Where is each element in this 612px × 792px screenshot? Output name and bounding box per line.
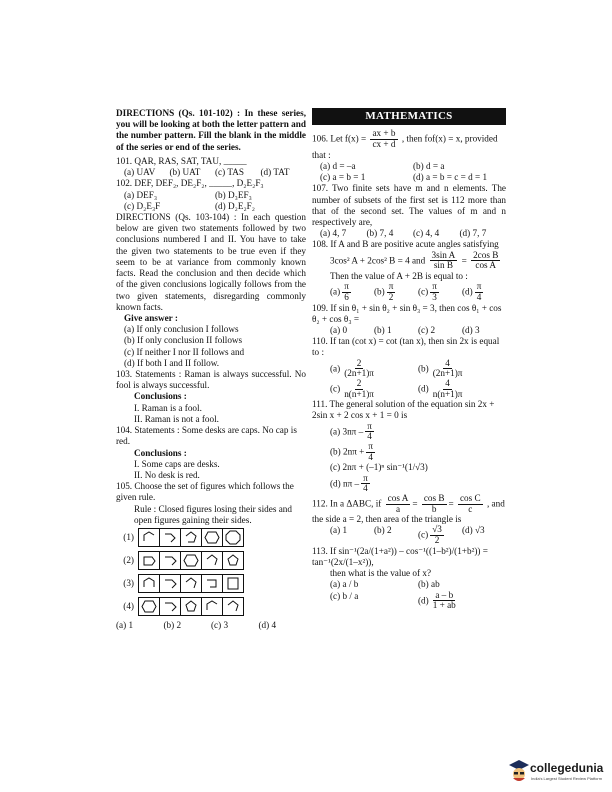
- directions-101-102: DIRECTIONS (Qs. 101-102) : In these series, you will be looking at both the letter pattern and the number pattern. Fill the blank in the middle of the series or end of the series.: [116, 108, 306, 152]
- q113-option-a: (a) a / b: [330, 579, 359, 590]
- q111-d-label: (d) nπ –: [330, 477, 360, 488]
- q110-options-cd: [312, 379, 506, 399]
- q105-option-b: (b) 2: [163, 620, 182, 631]
- q112-option-a: (a) 1: [330, 525, 348, 536]
- q108-a-num: π: [344, 281, 349, 292]
- q111-d-den: 4: [363, 483, 368, 494]
- q112-c-frac: [430, 525, 444, 545]
- q111-a-num: π: [367, 420, 372, 431]
- q113-option-c: (c) b / a: [330, 590, 359, 601]
- q113-text: 113. If sin⁻¹(2a/(1+a²)) – cos⁻¹((1–b²)/(1+b²)) = tan⁻¹(2x/(1–x²)),: [312, 545, 488, 567]
- q108-options: [312, 282, 506, 302]
- q110-d-label: (d): [418, 383, 429, 394]
- q108-b-num: π: [388, 281, 394, 292]
- q101-option-b: (b) UAT: [169, 167, 201, 178]
- q108-text: 108. If A and B are positive acute angles satisfying: [312, 239, 499, 250]
- q106-options-cd: [312, 172, 506, 183]
- q107-options: [312, 228, 506, 239]
- figure-set-1: [116, 528, 306, 547]
- q106-option-c: (c) a = b = 1: [320, 172, 366, 183]
- q110-c-frac: [342, 379, 376, 399]
- q112-text: 112. In a ΔABC, if $\frac{\text{cos A}}{a}$ = $\frac{\text{cos B}}{b}$ = $\frac{\text{cos C}}{c}$ , and the side a = 2, then area of the triangle is: [312, 492, 505, 525]
- q111-option-a: [312, 422, 506, 442]
- graduate-cap-icon: [508, 758, 530, 782]
- q105-option-a: (a) 1: [116, 620, 134, 631]
- q105-text: 105. Choose the set of figures which follows the given rule.: [116, 481, 294, 503]
- q113-options-cd: [312, 591, 506, 611]
- q111-b-num: π: [368, 441, 373, 451]
- q108-equals: =: [461, 254, 467, 265]
- directions-103-104: DIRECTIONS (Qs. 103-104) : In each question below are given two statements followed by two conclusions numbered I and II. You have to take the given two statements to be true even if they seem to be at variance from commonly known facts. Read the conclusion and then decide which of the given conclusions logically follows from the two given statements, disregarding commonly known facts.: [116, 211, 306, 312]
- q108-d-label: (d): [462, 286, 473, 297]
- q108-option-c: [418, 282, 462, 302]
- q101-option-d: (d) TAT: [260, 167, 290, 178]
- q102-options-ab: [116, 190, 306, 201]
- q108-b-frac: [387, 282, 396, 302]
- figure-open-arc: [202, 598, 223, 615]
- q106-prefix: 106. Let f(x) =: [312, 133, 367, 144]
- q105-rule: Rule : Closed figures losing their sides and open figures gaining their sides.: [134, 503, 292, 525]
- answer-key-d: (d) If both I and II follow.: [124, 357, 220, 368]
- q104-conclusion-1: I. Some caps are desks.: [134, 458, 220, 469]
- q110-b-label: (b): [418, 362, 429, 373]
- q113-d-label: (d): [418, 594, 429, 605]
- q111-text: 111. The general solution of the equation sin 2x + 2sin x + 2 cos x + 1 = 0 is: [312, 399, 495, 421]
- figure-closed-hexagon: [181, 552, 202, 569]
- q107-text: 107. Two finite sets have m and n elements. The number of subsets of the first set is 112 more than that of the second set. The values of m and n respectively are,: [312, 183, 506, 228]
- q108-frac-2-num: 2cos B: [473, 249, 499, 260]
- q110-a-num: 2: [356, 357, 362, 368]
- q107-option-a: (a) 4, 7: [320, 228, 347, 239]
- q113-d-frac: [431, 591, 458, 611]
- q108-d-num: π: [476, 281, 482, 292]
- q112-suffix: , and the side a = 2, then area of the triangle is: [312, 498, 505, 525]
- q112-c-label: (c): [418, 529, 429, 540]
- q106-num: ax + b: [372, 128, 396, 139]
- q109-options: [312, 325, 506, 336]
- q108-d-den: 4: [476, 291, 482, 302]
- q105-options: [116, 620, 306, 631]
- figure-open-shape: [160, 575, 181, 592]
- figure-closed-hexagon: [202, 529, 223, 546]
- q111-b-frac: [366, 442, 375, 462]
- q108-b-label: (b): [374, 286, 385, 297]
- q109-text: 109. If sin θ₁ + sin θ₂ + sin θ₃ = 3, then cos θ₁ + cos θ₂ + cos θ₃ =: [312, 302, 502, 324]
- figure-closed-pentagon: [223, 552, 243, 569]
- q106-fraction: [370, 129, 397, 149]
- figure-closed-hexagon: [139, 598, 160, 615]
- left-column: [116, 108, 306, 631]
- answer-key-c: (c) If neither I nor II follows and: [124, 346, 245, 357]
- q110-b-num: 4: [445, 357, 450, 368]
- q108-a-frac: [342, 282, 351, 302]
- q110-d-den: n(n+1)π: [432, 388, 463, 399]
- q108-equation: [312, 251, 506, 271]
- q110-text: 110. If tan (cot x) = cot (tan x), then sin 2x is equal to :: [312, 336, 500, 358]
- figure-open-pentagon: [223, 598, 243, 615]
- q107-option-c: (c) 4, 4: [413, 228, 440, 239]
- q110-b-frac: [431, 359, 465, 379]
- q107-option-b: (b) 7, 4: [366, 228, 394, 239]
- q110-c-label: (c): [330, 383, 341, 394]
- logo-name: collegedunia: [530, 761, 604, 775]
- logo-tagline: India's Largest Student Review Platform: [531, 776, 603, 781]
- q110-option-d: [418, 379, 506, 399]
- q111-a-label: (a) 3nπ –: [330, 425, 364, 436]
- q111-d-frac: [361, 474, 370, 494]
- q106-suffix: , then fof(x) = x, provided that :: [312, 133, 498, 160]
- q108-c-label: (c): [418, 286, 429, 297]
- q106-options-ab: [312, 161, 506, 172]
- q111-option-b: [312, 442, 506, 462]
- give-answer-heading: Give answer :: [124, 312, 178, 323]
- q104-conclusions-heading: Conclusions :: [134, 447, 187, 458]
- q113-option-b: (b) ab: [418, 579, 440, 590]
- q110-a-frac: [342, 359, 376, 379]
- q110-a-den: (2n+1)π: [344, 368, 374, 379]
- q106-option-b: (b) d = a: [413, 160, 445, 171]
- q108-option-b: [374, 282, 418, 302]
- q106-text: [312, 129, 506, 161]
- q113-option-d: [418, 591, 506, 611]
- q112-frac-a-num: cos A: [387, 492, 409, 503]
- collegedunia-logo[interactable]: [508, 758, 608, 790]
- figure-open-pentagon: [202, 552, 223, 569]
- q108-frac-1-num: 3sin A: [431, 249, 456, 260]
- answer-key-a: (a) If only conclusion I follows: [124, 324, 239, 335]
- q103-statement: 103. Statements : Raman is always successful. No fool is always successful.: [116, 369, 306, 391]
- figure-open-pentagon: [181, 529, 202, 546]
- q110-option-c: [330, 379, 418, 399]
- figure-closed-octagon: [223, 529, 243, 546]
- q105-option-d: (d) 4: [258, 620, 277, 631]
- q108-then: Then the value of A + 2B is equal to :: [330, 271, 468, 281]
- q106-den: cx + d: [372, 139, 396, 150]
- q112-option-c: [418, 525, 462, 545]
- q108-frac-1-den: sin B: [433, 260, 453, 271]
- q112-frac-c-den: c: [468, 503, 473, 514]
- q108-a-label: (a): [330, 286, 341, 297]
- q108-frac-2: [471, 251, 500, 271]
- q112-frac-a-den: a: [395, 503, 401, 514]
- figure-open-shape: [160, 552, 181, 569]
- q103-conclusion-1: I. Raman is a fool.: [134, 402, 202, 413]
- figure-set-4-label: (4): [123, 600, 134, 611]
- q111-option-d: [312, 474, 506, 494]
- q101-option-c: (c) TAS: [215, 167, 244, 178]
- q103-conclusions-heading: Conclusions :: [134, 391, 187, 402]
- figure-open-shape: [160, 529, 181, 546]
- q104-conclusion-2: II. No desk is red.: [134, 470, 200, 480]
- q110-d-frac: [431, 379, 465, 399]
- q110-option-b: [418, 359, 506, 379]
- q106-option-a: (a) d = –a: [320, 160, 356, 171]
- q112-frac-b-num: cos B: [423, 492, 445, 503]
- q112-frac-a: [386, 494, 411, 514]
- q110-b-den: (2n+1)π: [432, 368, 463, 379]
- q111-b-label: (b) 2nπ +: [330, 446, 365, 457]
- q112-c-num: √3: [432, 524, 442, 535]
- q110-a-label: (a): [330, 362, 341, 373]
- q112-frac-c-num: cos C: [459, 492, 481, 503]
- q112-option-d: (d) √3: [462, 525, 485, 536]
- answer-key-b: (b) If only conclusion II follows: [124, 335, 243, 346]
- q101-text: 101. QAR, RAS, SAT, TAU, _____: [116, 155, 247, 166]
- q108-option-a: [330, 282, 374, 302]
- q113-then: then what is the value of x?: [330, 568, 432, 579]
- q112-frac-b-den: b: [431, 503, 437, 514]
- q108-c-num: π: [432, 281, 437, 292]
- q108-frac-1: [430, 251, 458, 271]
- figure-open-pentagon: [181, 575, 202, 592]
- q109-option-d: (d) 3: [462, 324, 480, 335]
- q112-options: [312, 525, 506, 545]
- q103-conclusion-2: II. Raman is not a fool.: [134, 413, 219, 424]
- q111-b-den: 4: [368, 451, 373, 462]
- q102-options-cd: [116, 201, 306, 212]
- q109-option-b: (b) 1: [374, 324, 392, 335]
- figure-closed-shape: [139, 552, 160, 569]
- q112-option-b: (b) 2: [374, 525, 392, 536]
- q111-option-c: (c) 2nπ + (–1)ⁿ sin⁻¹(1/√3): [330, 462, 428, 473]
- figure-open-arc: [139, 575, 160, 592]
- q105-option-c: (c) 3: [211, 620, 229, 631]
- figure-open-bracket: [202, 575, 223, 592]
- q102-option-c: (c) D₂E₃F: [124, 200, 161, 211]
- q108-c-den: 3: [432, 291, 437, 302]
- q111-a-den: 4: [367, 431, 372, 442]
- figure-closed-shape: [223, 575, 243, 592]
- q102-option-b: (b) D₃EF₃: [215, 189, 252, 200]
- figure-set-3: [116, 574, 306, 593]
- q108-c-frac: [430, 282, 439, 302]
- q108-option-d: [462, 282, 506, 302]
- q112-frac-c: [458, 494, 483, 514]
- q106-option-d: (d) a = b = c = d = 1: [413, 172, 488, 183]
- q108-a-den: 6: [344, 291, 349, 302]
- q102-text: 102. DEF, DEF₂, DE₂F₂, _____, D₂E₂F₃: [116, 178, 264, 189]
- figure-set-1-label: (1): [123, 531, 134, 542]
- right-column: [312, 108, 506, 611]
- q112-c-den: 2: [434, 535, 440, 546]
- figure-open-arc: [139, 529, 160, 546]
- q101-options: [116, 167, 306, 178]
- q110-d-num: 4: [445, 377, 450, 388]
- q113-d-num: a – b: [435, 589, 454, 600]
- q101-option-a: (a) UAV: [124, 167, 156, 178]
- q108-eq-part1: 3cos² A + 2cos² B = 4 and: [330, 254, 426, 265]
- q113-options-ab: [312, 579, 506, 590]
- q112-prefix: 112. In a ΔABC, if: [312, 498, 382, 509]
- section-title: MATHEMATICS: [312, 108, 506, 125]
- q110-c-den: n(n+1)π: [344, 388, 374, 399]
- q108-b-den: 2: [388, 291, 394, 302]
- q102-option-a: (a) DEF₃: [124, 189, 158, 200]
- q110-options-ab: [312, 359, 506, 379]
- q113-d-den: 1 + ab: [432, 600, 456, 611]
- figure-set-4: [116, 597, 306, 616]
- q109-option-a: (a) 0: [330, 324, 348, 335]
- q112-frac-b: [422, 494, 447, 514]
- q104-statement: 104. Statements : Some desks are caps. No cap is red.: [116, 425, 297, 447]
- q108-frac-2-den: cos A: [475, 260, 497, 271]
- figure-set-2: [116, 551, 306, 570]
- q109-option-c: (c) 2: [418, 324, 436, 335]
- q111-d-num: π: [363, 472, 368, 483]
- figure-open-shape: [160, 598, 181, 615]
- q111-a-frac: [365, 422, 374, 442]
- figure-set-2-label: (2): [123, 554, 134, 565]
- figure-closed-pentagon: [181, 598, 202, 615]
- figure-set-3-label: (3): [123, 577, 134, 588]
- q110-c-num: 2: [356, 377, 362, 388]
- q107-option-d: (d) 7, 7: [459, 228, 487, 239]
- q110-option-a: [330, 359, 418, 379]
- q102-option-d: (d) D₂E₂F₂: [215, 200, 255, 211]
- q108-d-frac: [475, 282, 484, 302]
